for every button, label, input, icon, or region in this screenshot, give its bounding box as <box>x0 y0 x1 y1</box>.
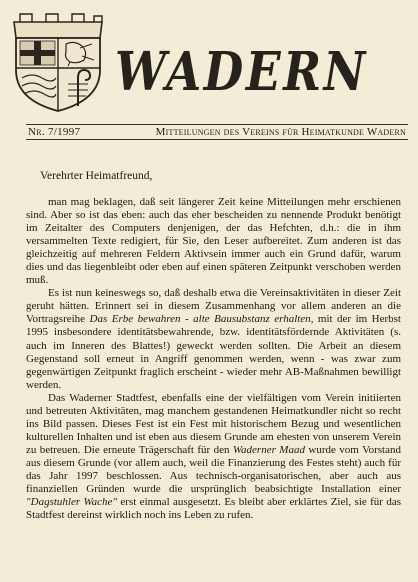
paragraph-2 <box>26 287 401 391</box>
paragraph-1: man mag beklagen, daß seit längerer Zeit keine Mitteilungen mehr erschienen sind. Aber so ist das eben: auch das eher bescheiden zu nennende Produkt benötigt im Zeitalter des Computers denjenigen, der das Hefchten, d.h.: die in ihm versammelten Texte redigiert, für Sie, den Leser aufbereitet. Zum anderen ist das gleichzeitig auf mehreren Feldern Aktivsein immer auch ein Grund dafür, warum dies und das liegenbleibt oder eben auf einen späteren Zeitpunkt verschoben werden muß. <box>26 196 401 287</box>
paragraph-3-text-cont: wurde vom Vorstand aus diesem Grunde (vor allem auch, weil die Finanzierung des Festes steht) auch für das Jahr 1997 beschlossen. Aus technisch-organisatorischen, aber auch aus finanziellen Gründen wurde die ursprünglich beabsichtigte Installation einer <box>26 443 401 496</box>
organization-line: Mitteilungen des Vereins für Heimatkunde Wadern <box>155 126 406 138</box>
coat-of-arms-icon <box>8 8 108 113</box>
masthead-title: WADERN <box>115 41 368 103</box>
paragraph-3 <box>26 392 401 522</box>
salutation: Verehrter Heimatfreund, <box>40 170 153 182</box>
paragraph-3-text: Das Waderner Stadtfest, ebenfalls eine der vielfältigen vom Verein initiierten und betreuten Aktivitäten, mag manchem gestandenen Heimatkundler nicht so recht ins Bild passen. Dieses Fest ist ein Fest mit historischem Bezug und wesentlichen kulturellen Inhalten und ist eben aus diesem Grunde am ehesten von unserem Verein zu betreuen. Die erneute Trägerschaft für den <box>26 391 401 456</box>
paragraph-2-text-cont: , mit der im Herbst 1995 insbesondere identitätsbewahrende, bzw. identitätsfördernde Aktivitäten (s. auch im Inneren des Blattes!) geweckt werden sollten. Die Arbeit an diesem Gegenstand soll erneut in Angriff genommen werden, wenn - was zwar zum gegenwärtigen Zeitpunkt fraglich erscheint - wieder mehr AB-Maßnahmen bewilligt werden. <box>26 313 401 391</box>
lecture-series-title: Das Erbe bewahren - alte Bausubstanz erhalten <box>89 313 311 326</box>
paragraph-2-text: Es ist nun keineswegs so, daß deshalb etwa die Vereinsaktivitäten in dieser Zeit geruht hätten. Erinnert sei in diesem Zusammenhang vor allem anderen an die Vortragsreihe <box>26 287 401 326</box>
divider-bottom <box>26 139 408 140</box>
divider-top <box>26 124 408 125</box>
festival-name: Waderner Maad <box>232 443 305 456</box>
issue-number: Nr. 7/1997 <box>28 126 81 138</box>
letter-body <box>26 196 401 522</box>
paragraph-3-text-end: erst einmal ausgesetzt. Es bleibt aber erklärtes Ziel, sie für das Stadtfest dereinst wirklich noch ins Leben zu rufen. <box>26 496 402 522</box>
installation-name: "Dagstuhler Wache" <box>26 496 118 509</box>
